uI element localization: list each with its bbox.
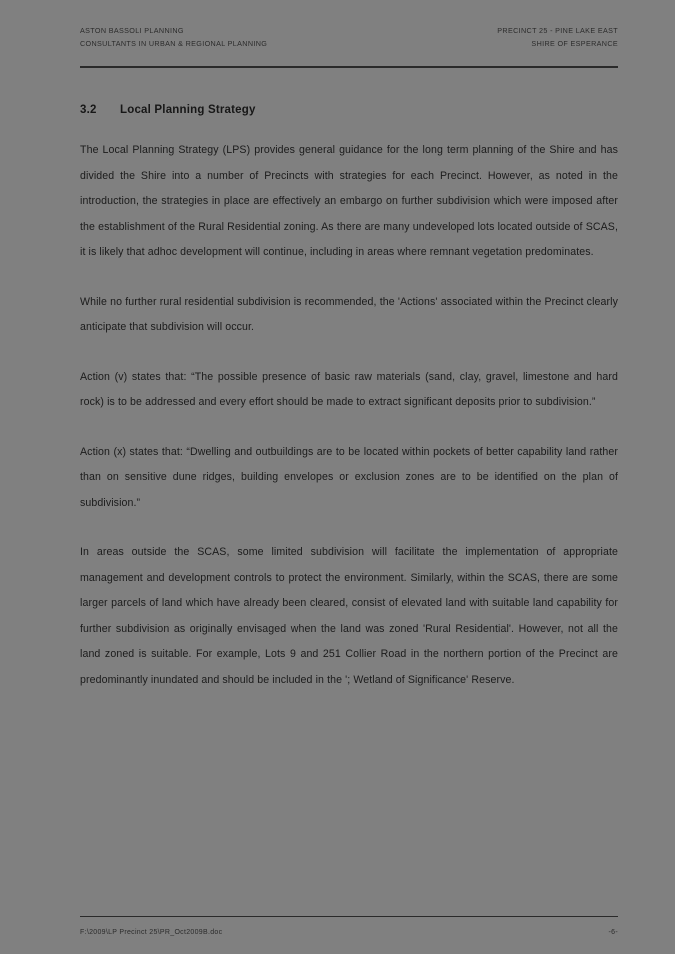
header-rule — [80, 66, 618, 68]
body-paragraph: Action (v) states that: “The possible presence of basic raw materials (sand, clay, gravel, limestone and hard rock) is to be addressed and every effort should be made to extract significant deposits prior to subdivision.” — [80, 370, 618, 408]
document-body — [80, 104, 618, 693]
footer-rule — [80, 916, 618, 918]
page-header — [80, 24, 618, 50]
section-number: 3.2 — [80, 104, 97, 116]
header-firm-subtitle: CONSULTANTS IN URBAN & REGIONAL PLANNING — [80, 39, 268, 48]
footer-file-path: F:\2009\LP Precinct 25\PR_Oct2009B.doc — [80, 929, 223, 936]
header-firm-name: ASTON BASSOLI PLANNING — [80, 26, 184, 35]
header-right-block — [497, 24, 618, 50]
body-paragraph: While no further rural residential subdivision is recommended, the 'Actions' associated within the Precinct clearly anticipate that subdivision will occur. — [80, 295, 618, 333]
body-paragraph: The Local Planning Strategy (LPS) provides general guidance for the long term planning of the Shire and has divided the Shire into a number of Precincts with strategies for each Precinct. However, as noted in the introduction, the strategies in place are effectively an embargo on further subdivision which were imposed after the establishment of the Rural Residential zoning. As there are many undeveloped lots located outside of SCAS, it is likely that adhoc development will continue, including in areas where remnant vegetation predominates. — [80, 144, 618, 258]
header-precinct: PRECINCT 25 - PINE LAKE EAST — [497, 26, 618, 35]
body-paragraph: In areas outside the SCAS, some limited subdivision will facilitate the implementation of appropriate management and development controls to protect the environment. Similarly, within the SCAS, there are some larger parcels of land which have already been cleared, consist of elevated land with suitable land capability for further subdivision as originally envisaged when the land was zoned 'Rural Residential'. However, not all the land zoned is suitable. For example, Lots 9 and 251 Collier Road in the northern portion of the Precinct are predominantly inundated and should be included in the '; Wetland of Significance' Reserve. — [80, 546, 618, 686]
body-paragraph: Action (x) states that: “Dwelling and outbuildings are to be located within pockets of better capability land rather than on sensitive dune ridges, building envelopes or exclusion zones are to be identified on the plan of subdivision.” — [80, 445, 618, 509]
page-title — [80, 104, 618, 116]
page-number: -6- — [608, 929, 618, 936]
header-left-block — [80, 24, 267, 50]
page-footer — [80, 929, 618, 936]
section-title: Local Planning Strategy — [120, 104, 256, 116]
header-shire: SHIRE OF ESPERANCE — [531, 39, 618, 48]
